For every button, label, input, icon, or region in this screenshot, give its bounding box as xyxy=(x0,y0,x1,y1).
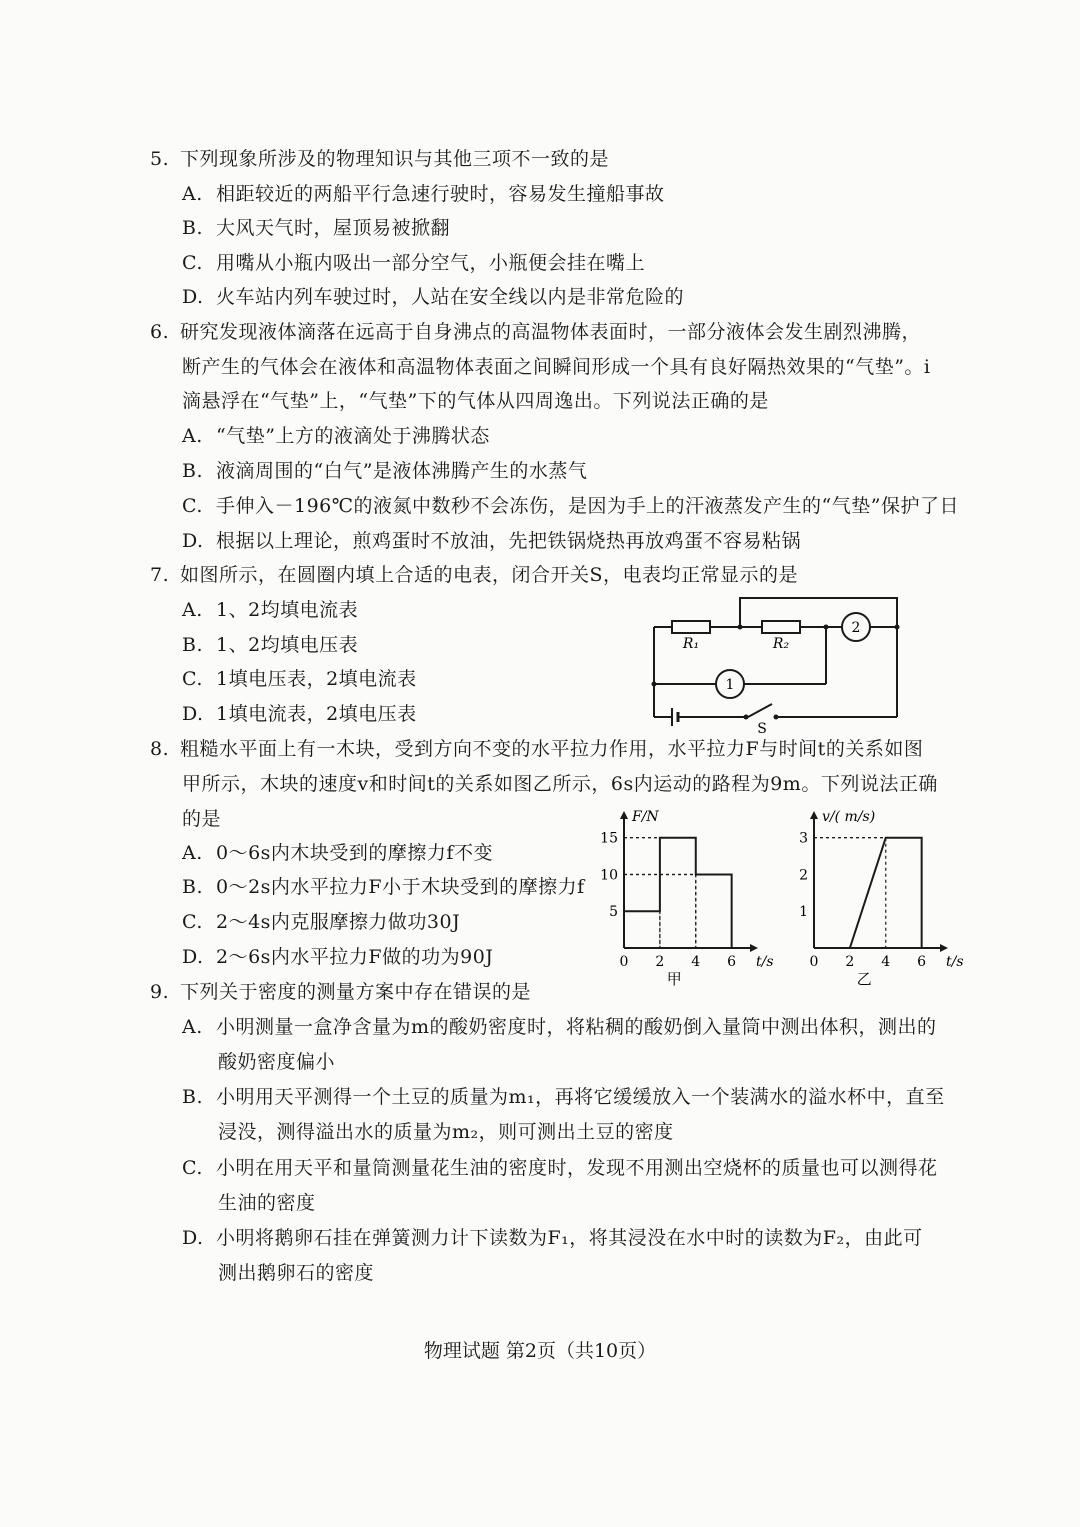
q5-option-a: A. 相距较近的两船平行急速行驶时，容易发生撞船事故 xyxy=(182,183,665,205)
q8-option-d: D. 2～6s内水平拉力F做的功为90J xyxy=(182,946,494,968)
jia-y-label: F/N xyxy=(632,809,659,825)
q9-option-a-line1: A. 小明测量一盒净含量为m的酸奶密度时，将粘稠的酸奶倒入量筒中测出体积，测出的 xyxy=(182,1016,937,1038)
yi-y-tick-1: 1 xyxy=(799,904,808,921)
jia-x-tick-4: 4 xyxy=(691,954,701,970)
q8-stem-line2: 甲所示，木块的速度v和时间t的关系如图乙所示，6s内运动的路程为9m。下列说法正确 xyxy=(182,773,938,795)
q9-option-b-line2: 浸没，测得溢出水的质量为m₂，则可测出土豆的密度 xyxy=(218,1121,674,1143)
yi-x-label: t/s xyxy=(946,954,964,970)
yi-x-tick-2: 2 xyxy=(845,954,855,970)
q9-stem: 9. 下列关于密度的测量方案中存在错误的是 xyxy=(150,981,532,1003)
yi-x-tick-0: 0 xyxy=(809,954,819,970)
yi-x-arrow xyxy=(940,944,948,952)
q5-stem: 5. 下列现象所涉及的物理知识与其他三项不一致的是 xyxy=(150,148,610,170)
q8-option-b: B. 0～2s内水平拉力F小于木块受到的摩擦力f xyxy=(182,876,585,898)
page-footer: 物理试题 第2页（共10页） xyxy=(423,1340,657,1362)
jia-y-arrow xyxy=(620,811,628,819)
label-r1: R₁ xyxy=(682,636,700,652)
chart-yi-velocity-time xyxy=(780,800,970,995)
q5-number: 5. xyxy=(150,148,170,170)
jia-x-tick-6: 6 xyxy=(727,954,737,970)
chart-jia-force-time xyxy=(590,800,780,995)
jia-y-tick-15: 15 xyxy=(600,830,618,847)
jia-x-tick-2: 2 xyxy=(655,954,665,970)
q9-option-d-line2: 测出鹅卵石的密度 xyxy=(218,1262,375,1284)
label-r2: R₂ xyxy=(772,636,790,652)
yi-caption: 乙 xyxy=(856,970,872,988)
q7-option-a: A. 1、2均填电流表 xyxy=(182,599,359,621)
q6-option-a: A. “气垫”上方的液滴处于沸腾状态 xyxy=(182,425,490,447)
q9-option-d-line1: D. 小明将鹅卵石挂在弹簧测力计下读数为F₁，将其浸没在水中时的读数为F₂，由此可 xyxy=(182,1227,923,1249)
jia-caption: 甲 xyxy=(666,970,682,988)
resistor-r2 xyxy=(762,621,800,633)
q7-option-b: B. 1、2均填电压表 xyxy=(182,634,359,656)
q8-stem-line1: 8. 粗糙水平面上有一木块，受到方向不变的水平拉力作用，水平拉力F与时间t的关系如图 xyxy=(150,738,924,760)
resistor-r1 xyxy=(672,621,710,633)
yi-y-tick-3: 3 xyxy=(799,830,808,847)
q6-stem-line1: 6. 研究发现液体滴落在远高于自身沸点的高温物体表面时，一部分液体会发生剧烈沸腾， xyxy=(150,321,922,343)
yi-series-line xyxy=(814,838,922,948)
jia-x-arrow xyxy=(750,944,758,952)
q5-option-d: D. 火车站内列车驶过时，人站在安全线以内是非常危险的 xyxy=(182,286,685,308)
q8-stem-line3: 的是 xyxy=(182,808,222,830)
q8-option-a: A. 0～6s内木块受到的摩擦力f不变 xyxy=(182,842,493,864)
label-meter-1: 1 xyxy=(725,677,735,693)
jia-y-tick-10: 10 xyxy=(600,867,618,884)
q6-stem-line3: 滴悬浮在“气垫”上，“气垫”下的气体从四周逸出。下列说法正确的是 xyxy=(182,390,769,412)
q9-option-c-line1: C. 小明在用天平和量筒测量花生油的密度时，发现不用测出空烧杯的质量也可以测得花 xyxy=(182,1157,938,1179)
yi-x-tick-6: 6 xyxy=(917,954,927,970)
jia-x-label: t/s xyxy=(756,954,774,970)
yi-x-tick-4: 4 xyxy=(881,954,891,970)
label-meter-2: 2 xyxy=(851,620,861,636)
jia-y-tick-5: 5 xyxy=(609,904,618,921)
q8-option-c: C. 2～4s内克服摩擦力做功30J xyxy=(182,911,461,933)
q5-option-b: B. 大风天气时，屋顶易被掀翻 xyxy=(182,217,451,239)
q6-option-b: B. 液滴周围的“白气”是液体沸腾产生的水蒸气 xyxy=(182,460,588,482)
q7-option-d: D. 1填电流表，2填电压表 xyxy=(182,703,417,725)
yi-y-tick-2: 2 xyxy=(799,867,808,884)
q6-option-c: C. 手伸入－196℃的液氮中数秒不会冻伤，是因为手上的汗液蒸发产生的“气垫”保护了日 xyxy=(182,495,959,517)
q9-option-a-line2: 酸奶密度偏小 xyxy=(218,1051,336,1073)
jia-series-line xyxy=(624,838,732,948)
q9-option-b-line1: B. 小明用天平测得一个土豆的质量为m₁，再将它缓缓放入一个装满水的溢水杯中，直至 xyxy=(182,1086,945,1108)
q7-stem: 7. 如图所示，在圆圈内填上合适的电表，闭合开关S，电表均正常显示的是 xyxy=(150,564,799,586)
switch-blade xyxy=(748,704,772,717)
yi-y-arrow xyxy=(810,811,818,819)
q5-option-c: C. 用嘴从小瓶内吸出一部分空气，小瓶便会挂在嘴上 xyxy=(182,252,646,274)
q6-stem-line2: 断产生的气体会在液体和高温物体表面之间瞬间形成一个具有良好隔热效果的“气垫”。i xyxy=(182,356,931,378)
q7-circuit-diagram xyxy=(640,590,910,735)
q6-option-d: D. 根据以上理论，煎鸡蛋时不放油，先把铁锅烧热再放鸡蛋不容易粘锅 xyxy=(182,530,802,552)
yi-y-label: v/( m/s) xyxy=(822,809,876,825)
label-switch: S xyxy=(757,721,767,735)
q7-option-c: C. 1填电压表，2填电流表 xyxy=(182,668,417,690)
jia-x-tick-0: 0 xyxy=(619,954,629,970)
q9-option-c-line2: 生油的密度 xyxy=(218,1192,316,1214)
